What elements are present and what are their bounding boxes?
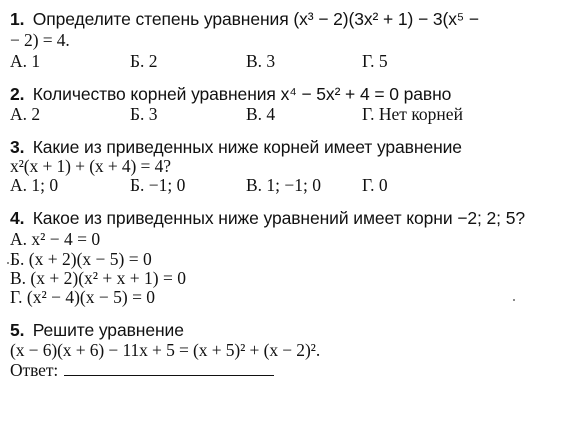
question-4	[10, 208, 525, 228]
q1-option-a: А. 1	[10, 51, 41, 71]
answer-row	[10, 360, 274, 380]
question-3-text: Какие из приведенных ниже корней имеет уравнение	[32, 137, 462, 157]
q4-option-b: Б. (x + 2)(x − 5) = 0	[10, 249, 152, 269]
question-1-continuation	[10, 30, 70, 50]
question-5-text: Решите уравнение	[32, 320, 184, 340]
question-5-number: 5.	[10, 320, 25, 340]
answer-blank-line[interactable]	[64, 360, 274, 376]
scan-speck	[513, 299, 515, 301]
q3-option-c: В. 1; −1; 0	[246, 175, 322, 195]
question-1-number: 1.	[10, 9, 25, 29]
q3-option-b: Б. −1; 0	[130, 175, 186, 195]
question-2	[10, 84, 451, 104]
q1-option-c: В. 3	[246, 51, 276, 71]
q1-option-d: Г. 5	[362, 51, 388, 71]
q4-option-d: Г. (x² − 4)(x − 5) = 0	[10, 287, 156, 307]
q4-option-a: А. x² − 4 = 0	[10, 229, 101, 249]
q3-option-a: А. 1; 0	[10, 175, 59, 195]
question-1	[10, 9, 479, 29]
q2-option-c: В. 4	[246, 104, 276, 124]
q4-option-c: В. (x + 2)(x² + x + 1) = 0	[10, 268, 186, 288]
question-1-text-cont: − 2) = 4.	[10, 30, 70, 50]
q2-option-d: Г. Нет корней	[362, 104, 463, 124]
question-4-text: Какое из приведенных ниже уравнений имеет корни −2; 2; 5?	[32, 208, 525, 228]
question-5-equation-text: (x − 6)(x + 6) − 11x + 5 = (x + 5)² + (x − 2)².	[10, 340, 321, 360]
q3-option-d: Г. 0	[362, 175, 388, 195]
question-1-text: Определите степень уравнения (x³ − 2)(3x² + 1) − 3(x⁵ −	[32, 9, 479, 29]
q1-option-b: Б. 2	[130, 51, 158, 71]
question-3-equation-text: x²(x + 1) + (x + 4) = 4?	[10, 156, 171, 176]
scan-speck	[7, 262, 9, 264]
answer-label: Ответ:	[10, 360, 59, 380]
question-5	[10, 320, 184, 340]
question-3-number: 3.	[10, 137, 25, 157]
question-3-equation	[10, 156, 171, 176]
question-3	[10, 137, 462, 157]
question-4-number: 4.	[10, 208, 25, 228]
q2-option-a: А. 2	[10, 104, 41, 124]
question-2-number: 2.	[10, 84, 25, 104]
question-2-text: Количество корней уравнения x⁴ − 5x² + 4 = 0 равно	[32, 84, 452, 104]
q2-option-b: Б. 3	[130, 104, 158, 124]
question-5-equation	[10, 340, 320, 360]
